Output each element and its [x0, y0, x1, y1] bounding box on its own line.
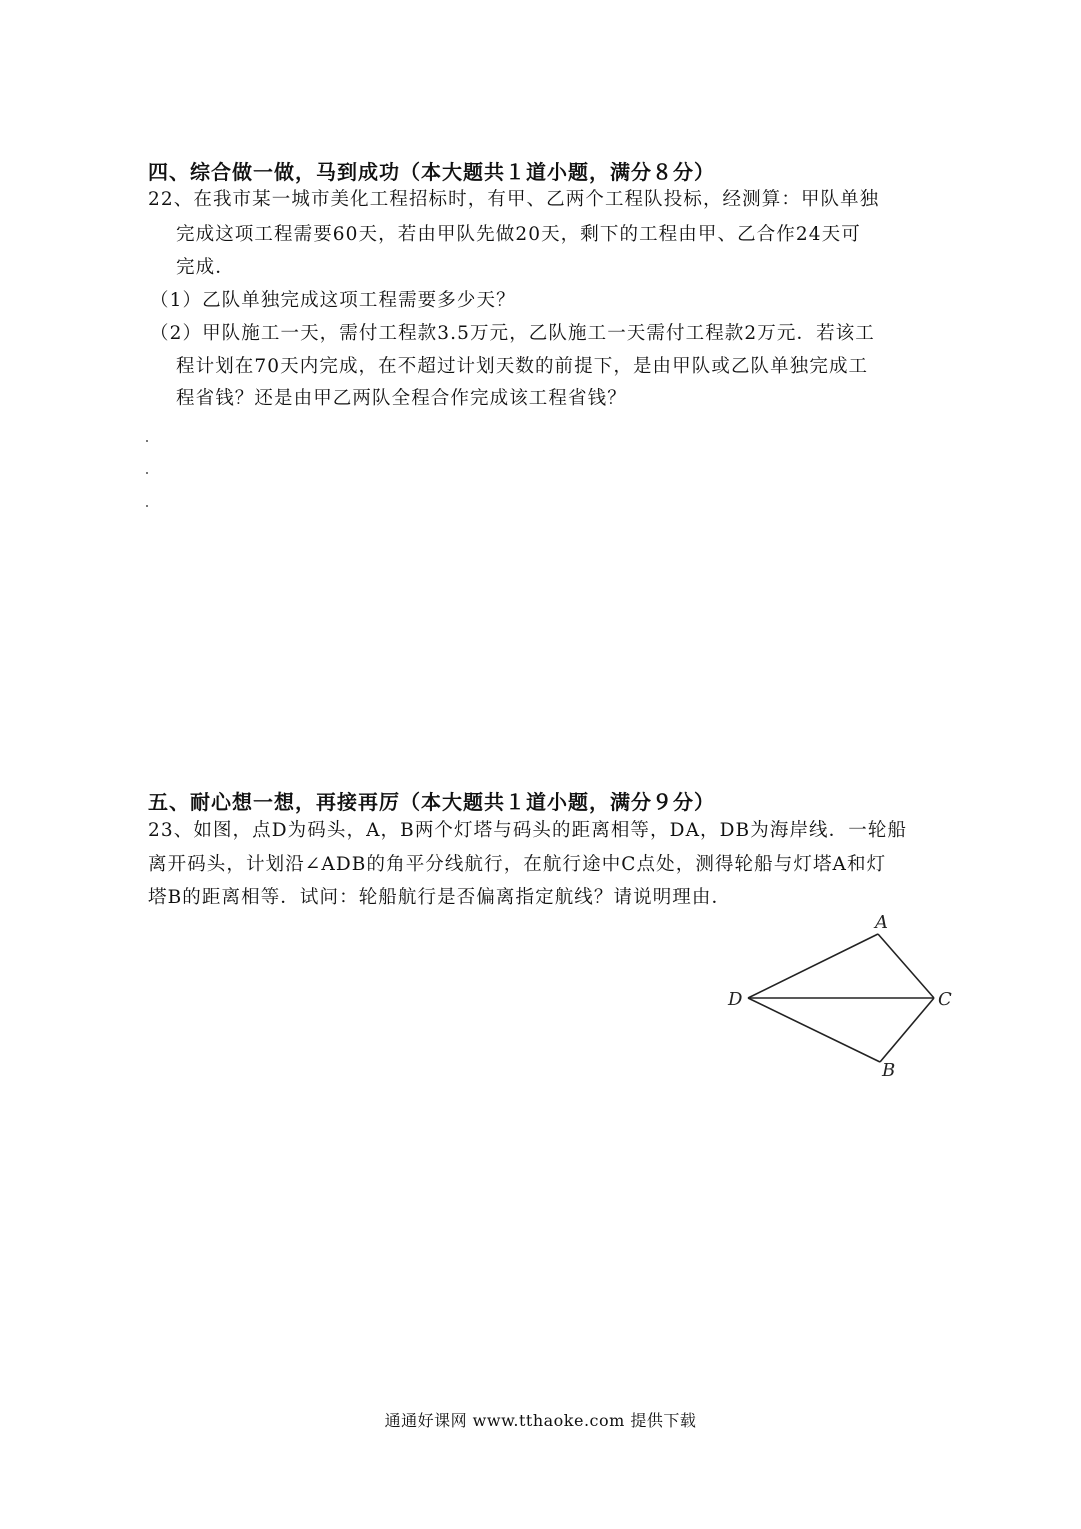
q22-part-2-line-1: （2）甲队施工一天，需付工程款3.5万元，乙队施工一天需付工程款2万元．若该工	[150, 323, 875, 344]
segment-bd	[748, 998, 880, 1062]
q22-part-2-line-3: 程省钱？还是由甲乙两队全程合作完成该工程省钱？	[176, 388, 627, 409]
footer-text: 通通好课网 www.tthaoke.com 提供下载	[384, 1411, 697, 1430]
q23-line-1: 23、如图，点D为码头，A，B两个灯塔与码头的距离相等，DA，DB为海岸线．一轮船	[148, 820, 908, 841]
label-a: A	[875, 912, 888, 933]
section-5-heading: 五、耐心想一想，再接再厉（本大题共１道小题，满分９分）	[148, 790, 715, 814]
q23-line-2: 离开码头，计划沿∠ADB的角平分线航行，在航行途中C点处，测得轮船与灯塔A和灯	[148, 854, 887, 875]
label-c: C	[938, 989, 952, 1010]
q22-line-3: 完成．	[176, 257, 235, 278]
q23-line-3: 塔B的距离相等．试问：轮船航行是否偏离指定航线？请说明理由．	[148, 887, 732, 908]
margin-dot	[146, 440, 148, 442]
q22-line-1: 22、在我市某一城市美化工程招标时，有甲、乙两个工程队投标，经测算：甲队单独	[148, 189, 880, 210]
q22-line-2: 完成这项工程需要60天，若由甲队先做20天，剩下的工程由甲、乙合作24天可	[176, 224, 861, 245]
margin-dot	[146, 472, 148, 474]
segment-ac	[878, 934, 934, 998]
q22-part-2-line-2: 程计划在70天内完成，在不超过计划天数的前提下，是由甲队或乙队单独完成工	[176, 356, 869, 377]
segment-cb	[880, 998, 934, 1062]
label-d: D	[728, 989, 743, 1010]
section-4-heading: 四、综合做一做，马到成功（本大题共１道小题，满分８分）	[148, 160, 715, 184]
margin-dot	[146, 505, 148, 507]
segment-da	[748, 934, 878, 998]
label-b: B	[882, 1060, 896, 1081]
kite-figure	[720, 908, 970, 1083]
q22-part-1: （1）乙队单独完成这项工程需要多少天？	[150, 290, 516, 311]
